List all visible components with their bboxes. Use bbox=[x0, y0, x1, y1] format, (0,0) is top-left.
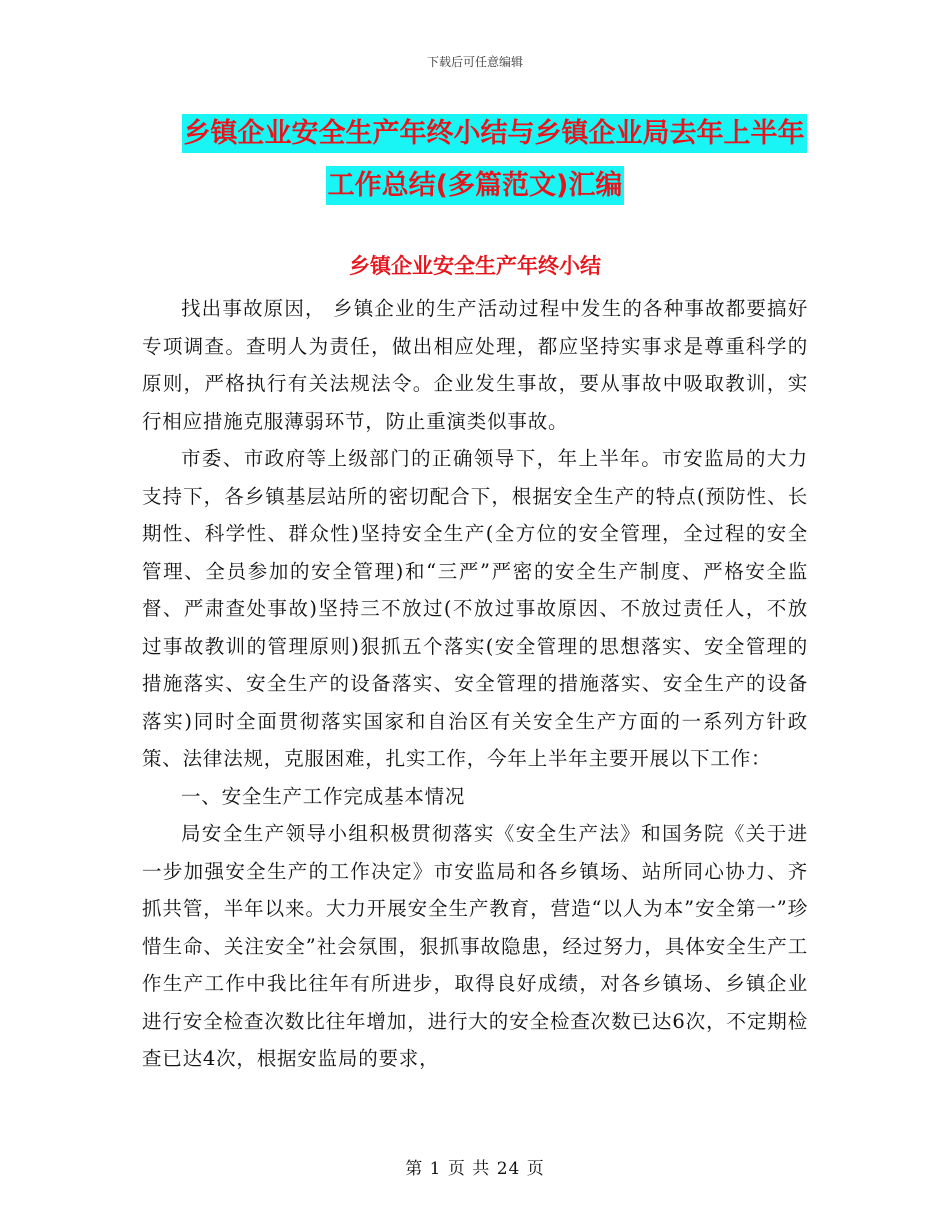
paragraph: 市委、市政府等上级部门的正确领导下，年上半年。市安监局的大力支持下，各乡镇基层站所的密切配合下，根据安全生产的特点(预防性、长期性、科学性、群众性)坚持安全生产(全方位的安全管理，全过程的安全管理、全员参加的安全管理)和“三严”严密的安全生产制度、严格安全监督、严肃查处事故)坚持三不放过(不放过事故原因、不放过责任人，不放过事故教训的管理原则)狠抓五个落实(安全管理的思想落实、安全管理的措施落实、安全生产的设备落实、安全管理的措施落实、安全生产的设备落实)同时全面贯彻落实国家和自治区有关安全生产方面的一系列方针政策、法律法规，克服困难，扎实工作，今年上半年主要开展以下工作： bbox=[142, 447, 808, 770]
header-note: 下载后可任意编辑 bbox=[426, 55, 523, 69]
document-body bbox=[142, 290, 808, 1078]
paragraph: 找出事故原因， 乡镇企业的生产活动过程中发生的各种事故都要搞好专项调查。查明人为责任，做出相应处理，都应坚持实事求是尊重科学的原则，严格执行有关法规法令。企业发生事故，要从事故中吸取教训，实行相应措施克服薄弱环节，防止重演类似事故。 bbox=[142, 297, 808, 433]
section-title: 乡镇企业安全生产年终小结 bbox=[349, 254, 601, 278]
page-number: 第 1 页 共 24 页 bbox=[405, 1159, 545, 1179]
document-title bbox=[0, 108, 950, 212]
document-title-line-1: 乡镇企业安全生产年终小结与乡镇企业局去年上半年 bbox=[182, 114, 807, 153]
paragraph: 局安全生产领导小组积极贯彻落实《安全生产法》和国务院《关于进一步加强安全生产的工作决定》市安监局和各乡镇场、站所同心协力、齐抓共管，半年以来。大力开展安全生产教育，营造“以人为本”安全第一”珍惜生命、关注安全”社会氛围，狠抓事故隐患，经过努力，具体安全生产工作生产工作中我比往年有所进步，取得良好成绩，对各乡镇场、乡镇企业进行安全检查次数比往年增加，进行大的安全检查次数已达6次，不定期检查已达4次，根据安监局的要求， bbox=[142, 822, 808, 1070]
paragraph-heading: 一、安全生产工作完成基本情况 bbox=[181, 784, 466, 808]
document-title-line-2: 工作总结(多篇范文)汇编 bbox=[326, 166, 625, 205]
